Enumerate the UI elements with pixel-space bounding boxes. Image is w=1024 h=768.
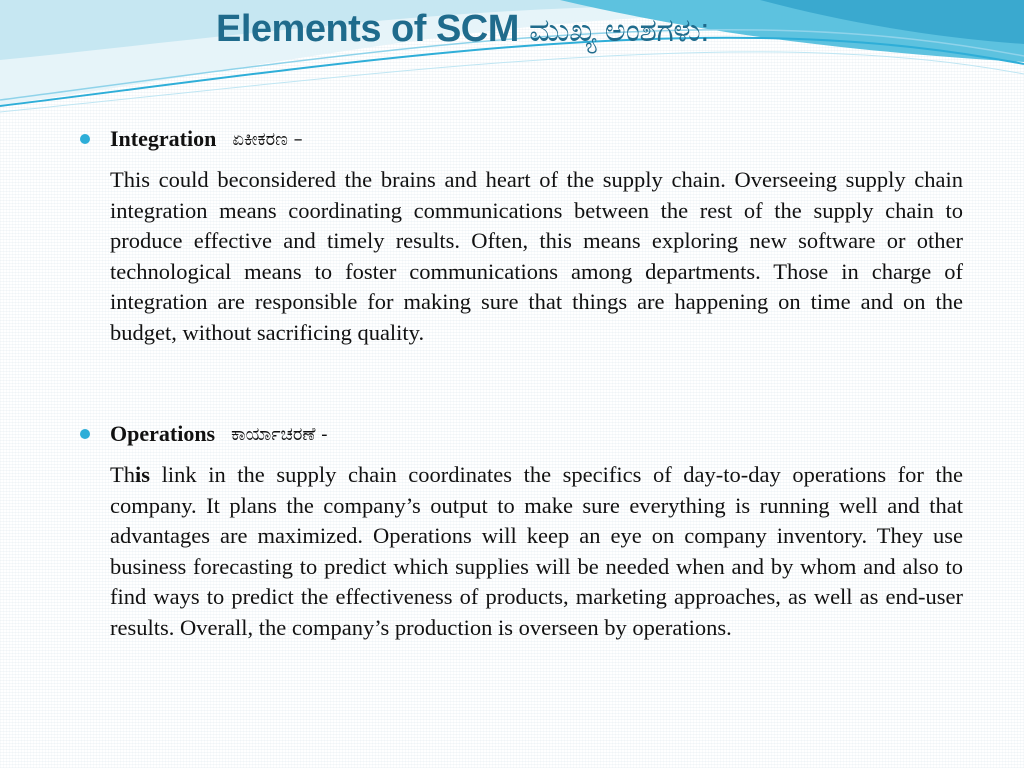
operations-body — [110, 460, 963, 644]
integration-heading-kannada: ಏಕೀಕರಣ – — [232, 128, 303, 150]
operations-body-prefix: Th — [110, 462, 135, 487]
operations-heading-kannada: ಕಾರ್ಯಾಚರಣೆ - — [231, 423, 328, 445]
operations-body-bold: is — [135, 462, 151, 487]
title-english: Elements of SCM — [216, 8, 519, 50]
operations-heading: Operations — [110, 421, 216, 446]
slide-title — [216, 8, 709, 51]
bullet-operations — [80, 421, 328, 447]
bullet-dot-icon — [80, 134, 90, 144]
bullet-integration — [80, 126, 303, 152]
title-kannada: ಮುಖ್ಯ ಅಂಶಗಳು: — [528, 12, 709, 48]
integration-heading: Integration — [110, 126, 217, 151]
integration-body: This could beconsidered the brains and heart of the supply chain. Overseeing supply chain integration means coordinating communications between the rest of the supply chain to produce effective and timely results. Often, this means exploring new software or other technological means to foster communications among departments. Those in charge of integration are responsible for making sure that things are happening on time and on the budget, without sacrificing quality. — [110, 167, 963, 345]
bullet-dot-icon — [80, 429, 90, 439]
operations-body-rest: link in the supply chain coordinates the specifics of day-to-day operations for the company. It plans the company’s output to make sure everything is running well and that advantages are maximized. Operations will keep an eye on company inventory. They use business forecasting to predict which supplies will be needed when and by whom and also to find ways to predict the effectiveness of products, marketing approaches, as well as end-user results. Overall, the company’s production is overseen by operations. — [110, 462, 963, 640]
